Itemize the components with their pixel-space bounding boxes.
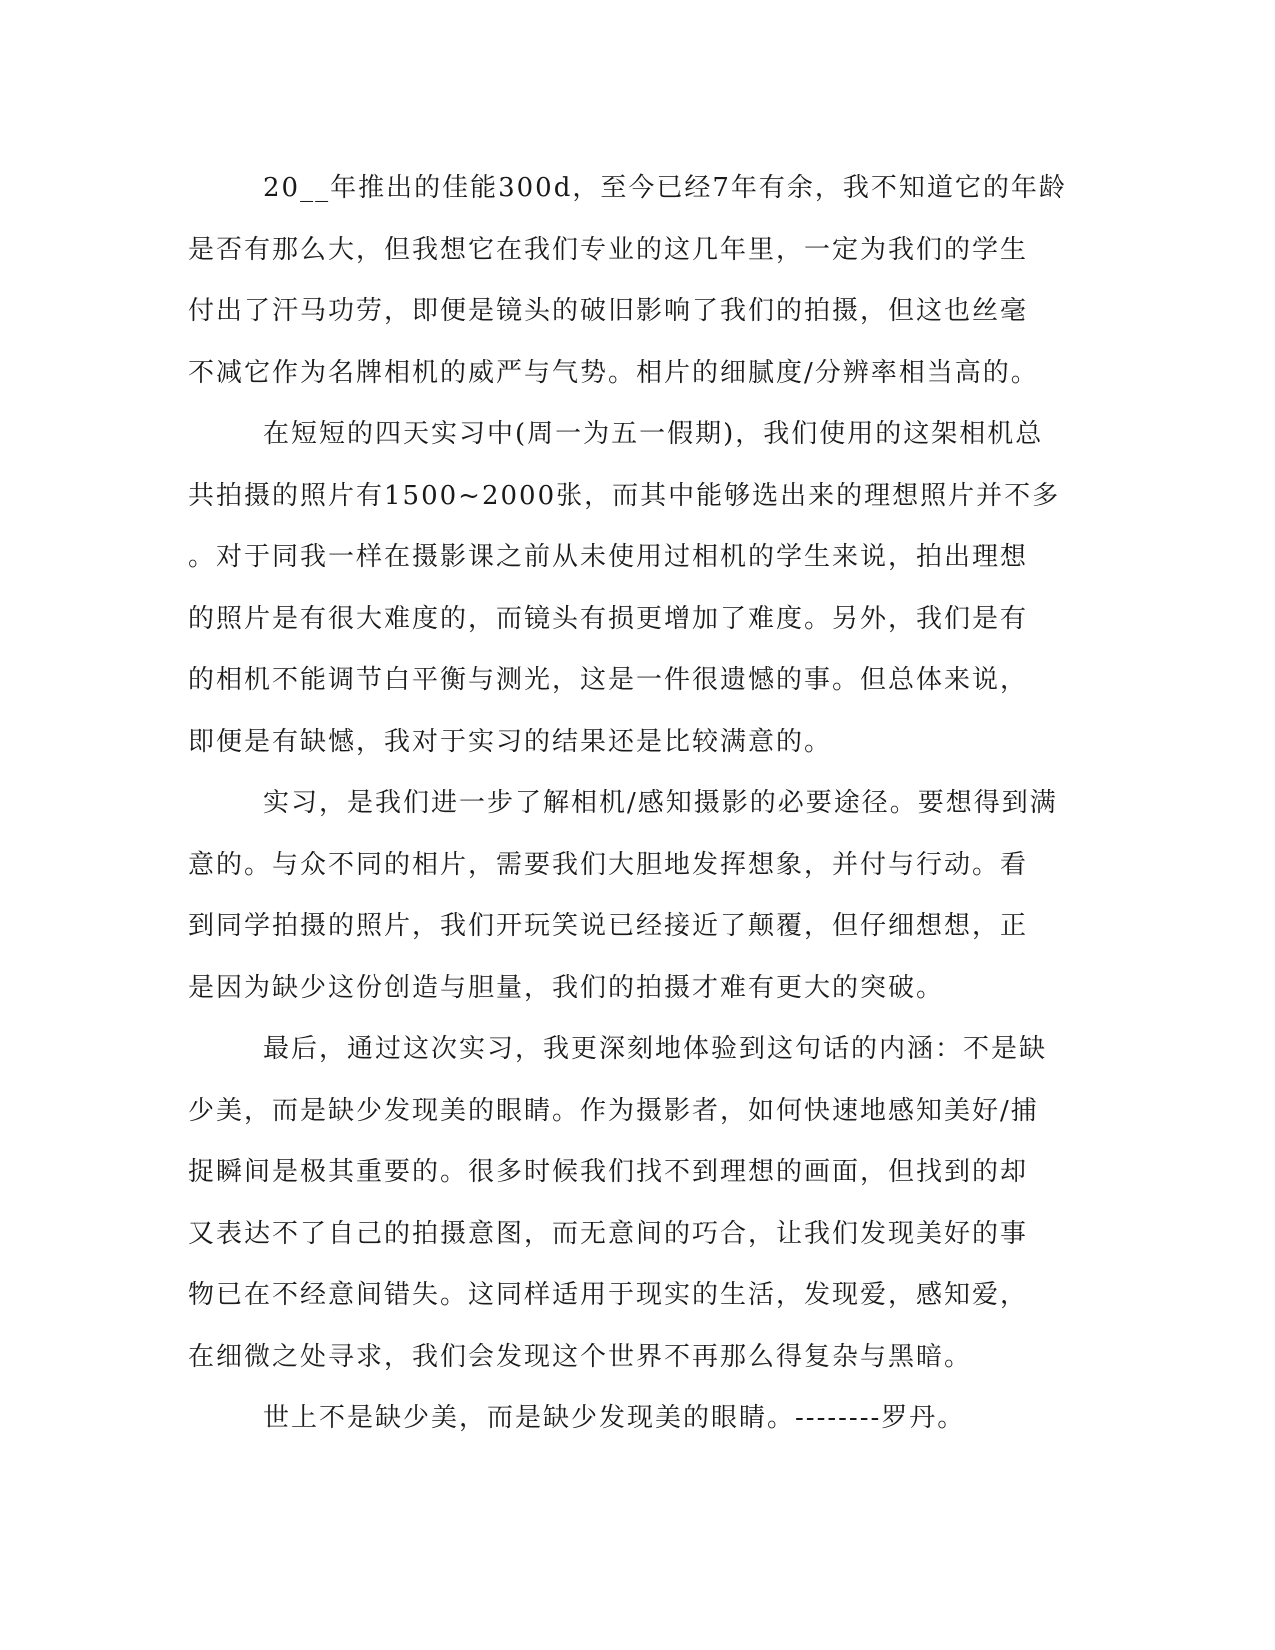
text-line: 是否有那么大，但我想它在我们专业的这几年里，一定为我们的学生 xyxy=(188,234,1029,265)
text-line: 即便是有缺憾，我对于实习的结果还是比较满意的。 xyxy=(188,726,833,757)
text-line: 物已在不经意间错失。这同样适用于现实的生活，发现爱，感知爱， xyxy=(188,1280,1029,1310)
paragraph-4 xyxy=(188,1019,1088,1388)
text-line: 的照片是有很大难度的，而镜头有损更增加了难度。另外，我们是有 xyxy=(188,603,1029,634)
text-line: 世上不是缺少美，而是缺少发现美的眼睛。--------罗丹。 xyxy=(263,1403,966,1433)
paragraph-2 xyxy=(188,404,1088,773)
document-body xyxy=(188,158,1088,1450)
paragraph-3 xyxy=(188,773,1088,1019)
text-line: 实习，是我们进一步了解相机/感知摄影的必要途径。要想得到满 xyxy=(263,788,1058,818)
text-line: 捉瞬间是极其重要的。很多时候我们找不到理想的画面，但找到的却 xyxy=(188,1157,1029,1187)
text-line: 是因为缺少这份创造与胆量，我们的拍摄才难有更大的突破。 xyxy=(188,972,945,1003)
text-line: 在细微之处寻求，我们会发现这个世界不再那么得复杂与黑暗。 xyxy=(188,1341,973,1372)
text-line: 最后，通过这次实习，我更深刻地体验到这句话的内涵：不是缺 xyxy=(263,1034,1048,1064)
text-line: 又表达不了自己的拍摄意图，而无意间的巧合，让我们发现美好的事 xyxy=(188,1218,1029,1249)
text-line: 少美，而是缺少发现美的眼睛。作为摄影者，如何快速地感知美好/捕 xyxy=(188,1095,1039,1126)
text-line: 20__年推出的佳能300d，至今已经7年有余，我不知道它的年龄 xyxy=(263,173,1067,203)
text-line: 不减它作为名牌相机的威严与气势。相片的细腻度/分辨率相当高的。 xyxy=(188,357,1039,388)
text-line: 付出了汗马功劳，即便是镜头的破旧影响了我们的拍摄，但这也丝毫 xyxy=(188,296,1029,326)
text-line: 。对于同我一样在摄影课之前从未使用过相机的学生来说，拍出理想 xyxy=(188,542,1029,572)
text-line: 的相机不能调节白平衡与测光，这是一件很遗憾的事。但总体来说， xyxy=(188,665,1029,695)
text-line: 到同学拍摄的照片，我们开玩笑说已经接近了颠覆，但仔细想想，正 xyxy=(188,911,1029,941)
text-line: 在短短的四天实习中(周一为五一假期)，我们使用的这架相机总 xyxy=(263,419,1044,449)
text-line: 共拍摄的照片有1500~2000张，而其中能够选出来的理想照片并不多 xyxy=(188,480,1061,511)
paragraph-1 xyxy=(188,158,1088,404)
text-line: 意的。与众不同的相片，需要我们大胆地发挥想象，并付与行动。看 xyxy=(188,849,1029,880)
paragraph-5 xyxy=(188,1388,1088,1450)
